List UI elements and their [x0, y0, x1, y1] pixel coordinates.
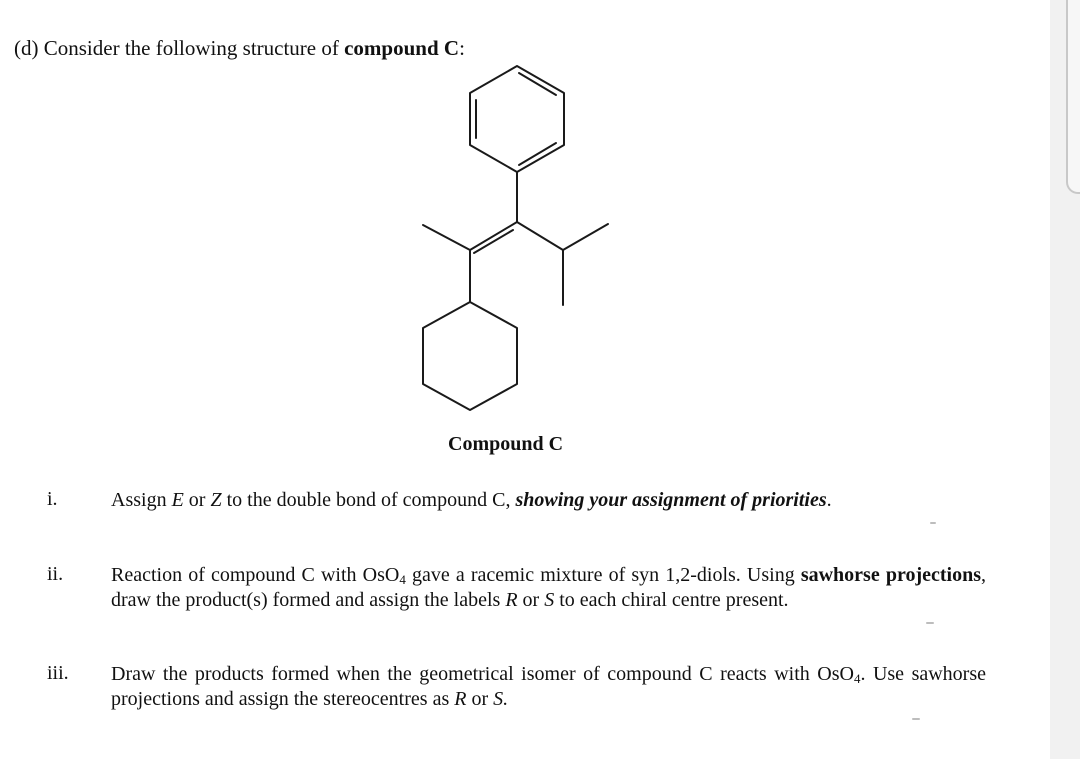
part-i-or: or [188, 489, 206, 511]
alkene-bond-main [470, 222, 517, 250]
part-ii-numeral: ii. [47, 563, 64, 585]
question-intro: Consider the following structure of [43, 36, 339, 60]
benzene-ring [470, 66, 564, 172]
part-ii-text-2: gave a racemic mixture of syn 1,2-diols. Using [411, 564, 795, 586]
part-i-text [111, 488, 986, 513]
benzene-inner-bond-3 [519, 143, 556, 165]
part-iii-numeral: iii. [47, 662, 69, 684]
part-ii-s: S [544, 589, 555, 611]
part-ii-bold: sawhorse projections [800, 564, 982, 586]
part-ii-r: R [505, 589, 518, 611]
benzene-inner-bond-2 [519, 73, 556, 95]
part-i-end: . [826, 489, 832, 511]
part-i-numeral: i. [47, 488, 58, 510]
scroll-handle[interactable] [1066, 0, 1080, 194]
part-ii-text-1: Reaction of compound C with OsO [111, 564, 400, 586]
part-iii-text-2: . Use sawhorse projections and assign the stereocentres as [111, 663, 986, 710]
part-ii-text [111, 563, 986, 613]
part-ii-or: or [522, 589, 540, 611]
question-label: (d) [14, 36, 39, 60]
part-iii-text [111, 662, 986, 712]
part-i-prefix: Assign [111, 489, 167, 511]
part-ii-text-3: , draw the product(s) formed and assign the labels [111, 564, 987, 611]
part-i-emphasis: showing your assignment of priorities [515, 489, 827, 511]
methyl-left-bond [423, 225, 470, 250]
part-iii-text-1: Draw the products formed when the geometrical isomer of compound C reacts with OsO [111, 663, 854, 685]
structure-caption: Compound C [448, 433, 564, 455]
part-iii-or: or [471, 688, 489, 710]
part-i-e: E [171, 489, 184, 511]
part-i-z: Z [210, 489, 222, 511]
scan-speck [930, 522, 936, 524]
part-iii-r: R [454, 688, 467, 710]
compound-name: compound C [344, 36, 460, 60]
scan-speck [912, 718, 920, 720]
part-ii-text-4: to each chiral centre present. [559, 589, 789, 611]
part-iii-subscript: 4 [853, 671, 861, 686]
isopropyl-bond [517, 222, 563, 250]
scan-speck [926, 622, 934, 624]
part-ii-subscript: 4 [399, 572, 406, 587]
cyclohexane-ring [423, 302, 517, 410]
part-i-middle: to the double bond of compound C, [226, 489, 511, 511]
alkene-bond-second [474, 230, 513, 253]
isopropyl-methyl-1 [563, 224, 608, 250]
heading-colon: : [459, 36, 465, 60]
part-iii-s: S. [493, 688, 509, 710]
